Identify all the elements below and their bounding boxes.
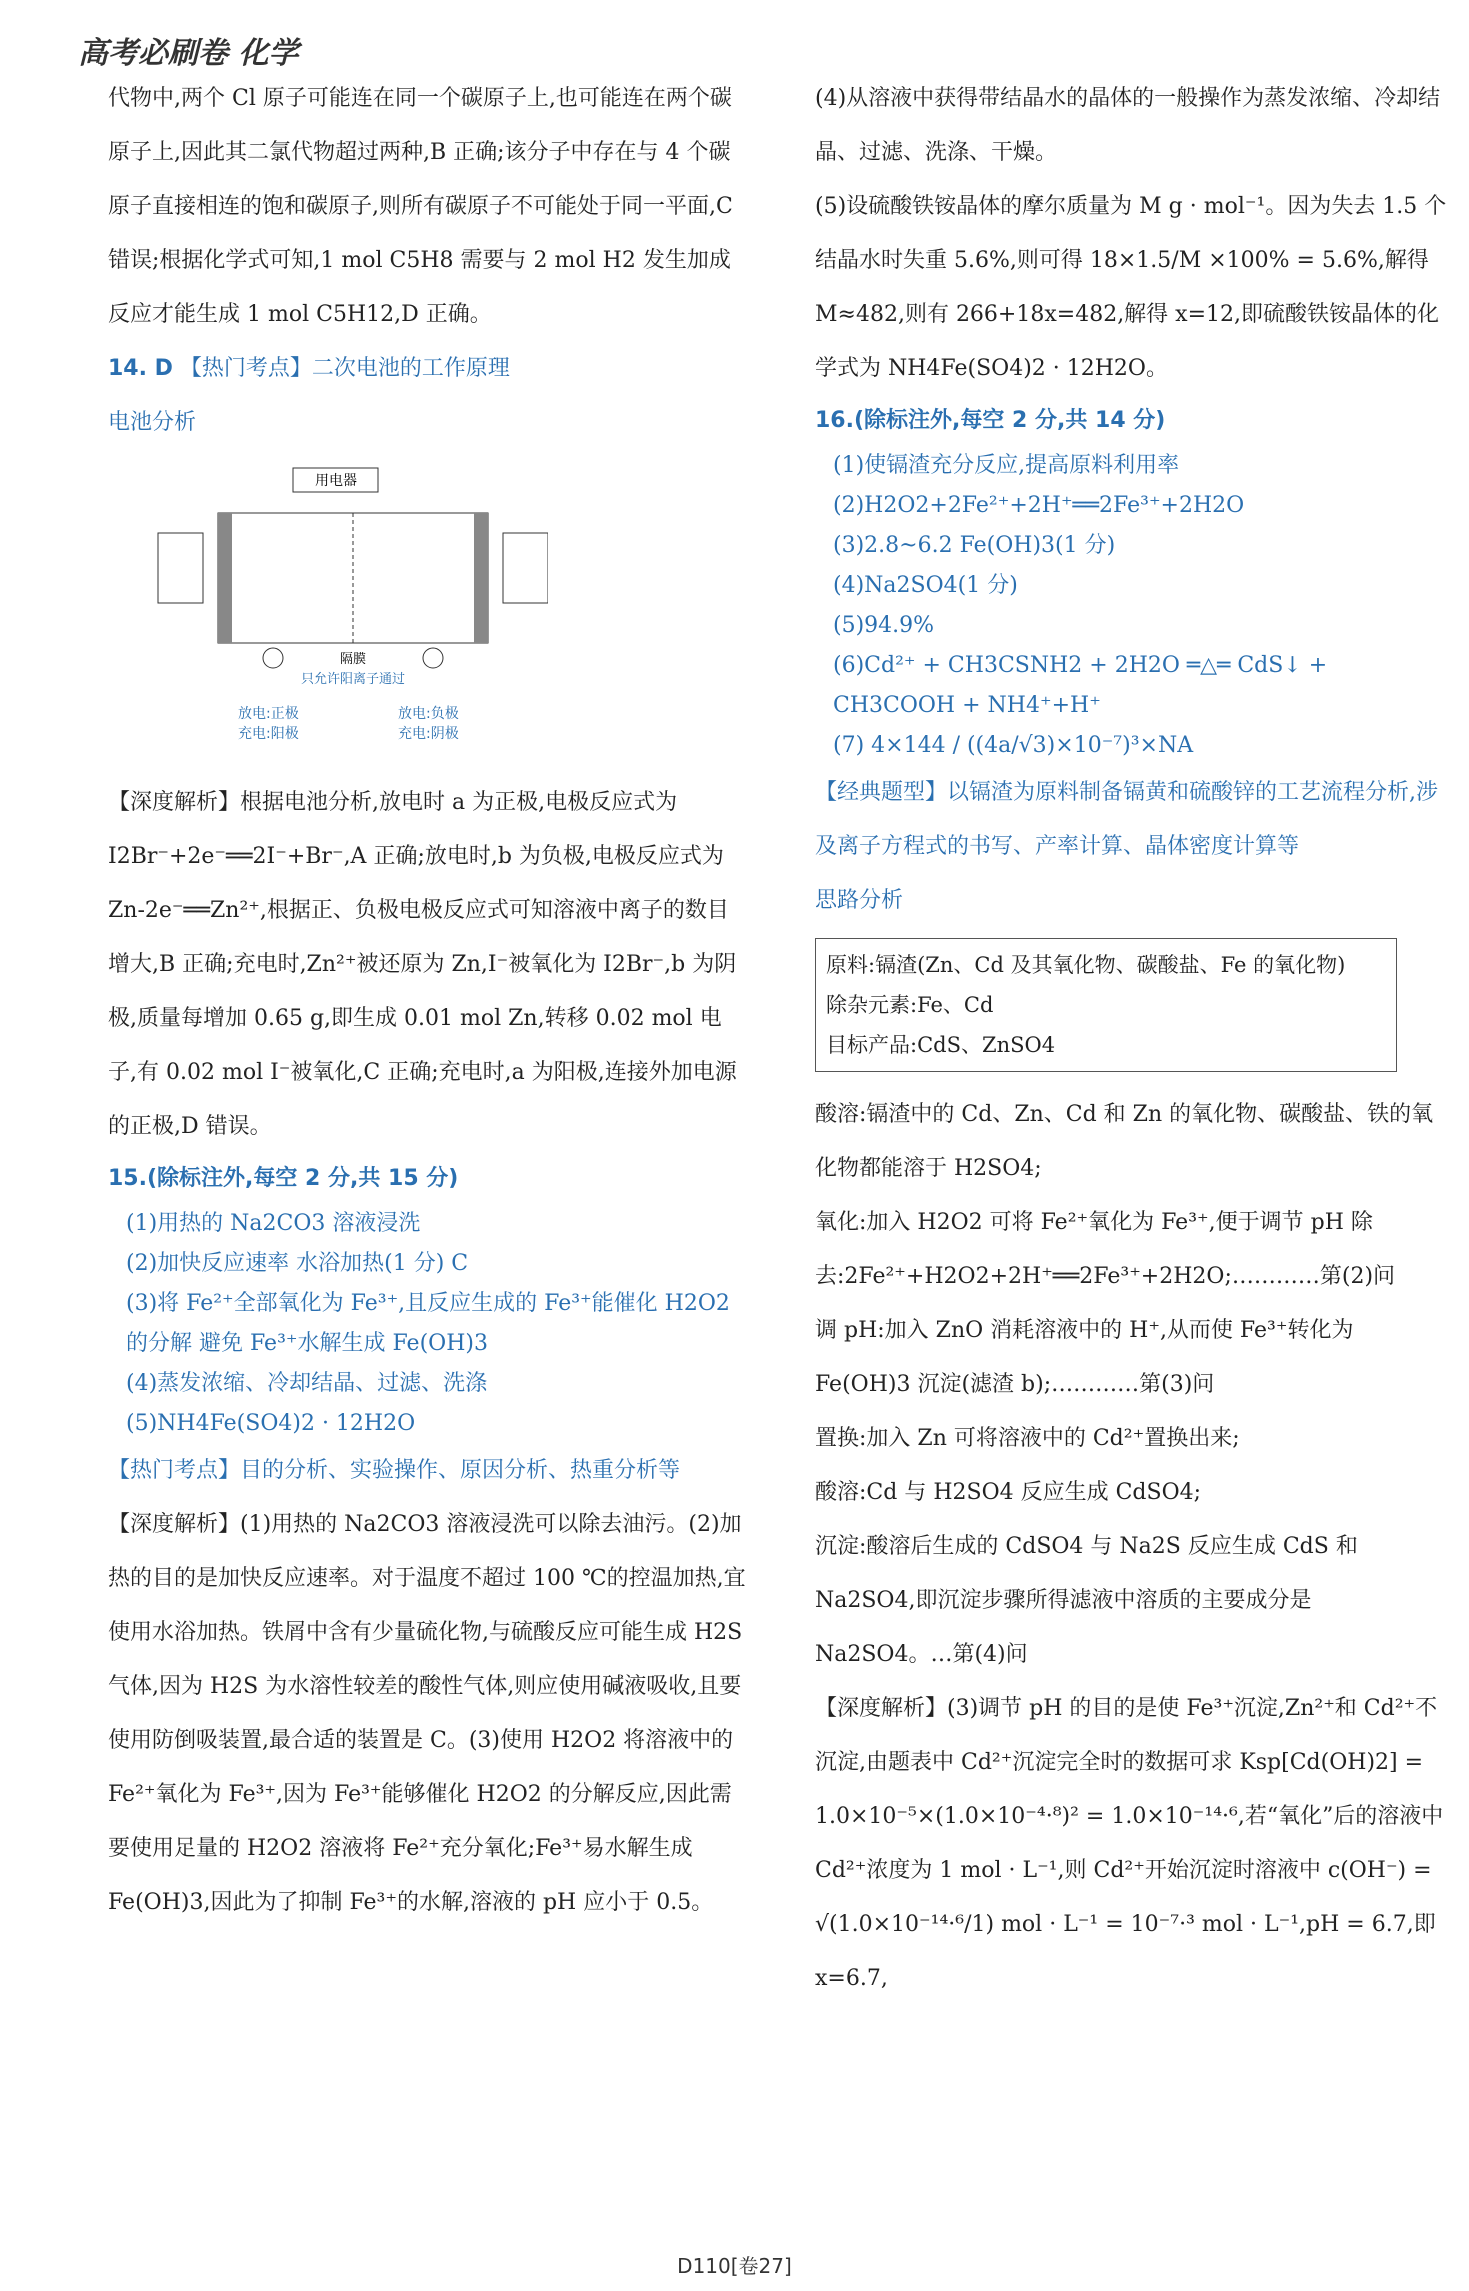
q15-part4: (4)从溶液中获得带结晶水的晶体的一般操作为蒸发浓缩、冷却结晶、过滤、洗涤、干燥。 (815, 86, 1441, 165)
q15-number: 15.(除标注外,每空 2 分,共 15 分) (108, 1166, 459, 1191)
q15-analysis: 【深度解析】(1)用热的 Na2CO3 溶液浸洗可以除去油污。(2)加热的目的是加快反应速率。对于温度不超过 100 ℃的控温加热,宜使用水浴加热。铁屑中含有少量硫化物,与硫酸反应可能生成 H2S 气体,因为 H2S 为水溶性较差的酸性气体,则应使用碱液吸收,且要使用防倒吸装置,最合适的装置是 C。(3)使用 H2O2 将溶液中的 Fe²⁺氧化为 Fe³⁺,因为 Fe³⁺能够催化 H2O2 的分解反应,因此需要使用足量的 H2O2 溶液将 Fe²⁺充分氧化;Fe³⁺易水解生成 Fe(OH)3,因此为了抑制 Fe³⁺的水解,溶液的 pH 应小于 0.5。 (108, 1512, 746, 1915)
q16-item-1: (1)使镉渣充分反应,提高原料利用率 (833, 453, 1180, 478)
battery-diagram-svg (148, 458, 548, 758)
q14-number: 14. D (108, 356, 173, 381)
thinking-title: 思路分析 (815, 888, 904, 913)
q16-number: 16.(除标注外,每空 2 分,共 14 分) (815, 408, 1166, 433)
step-3: 调 pH:加入 ZnO 消耗溶液中的 H⁺,从而使 Fe³⁺转化为 Fe(OH)3 沉淀(滤渣 b);…………第(3)问 (815, 1318, 1354, 1397)
page-footer: D110[卷27] (677, 2254, 792, 2278)
membrane-note: 只允许阳离子通过 (300, 672, 406, 687)
membrane-label: 隔膜 (339, 652, 367, 667)
battery-diagram (148, 458, 548, 758)
q14-analysis: 【深度解析】根据电池分析,放电时 a 为正极,电极反应式为 I2Br⁻+2e⁻══2I⁻+Br⁻,A 正确;放电时,b 为负极,电极反应式为 Zn-2e⁻══Zn²⁺,根据正、负极电极反应式可知溶液中离子的数目增大,B 正确;充电时,Zn²⁺被还原为 Zn,I⁻被氧化为 I2Br⁻,b 为阴极,质量每增加 0.65 g,即生成 0.01 mol Zn,转移 0.02 mol 电子,有 0.02 mol I⁻被氧化,C 正确;充电时,a 为阳极,连接外加电源的正极,D 错误。 (108, 790, 737, 1139)
q13-continuation: 代物中,两个 Cl 原子可能连在同一个碳原子上,也可能连在两个碳原子上,因此其二氯代物超过两种,B 正确;该分子中存在与 4 个碳原子直接相连的饱和碳原子,则所有碳原子不可能处于同一平面,C 错误;根据化学式可知,1 mol C5H8 需要与 2 mol H2 发生加成反应才能生成 1 mol C5H12,D 正确。 (108, 86, 733, 327)
q14-heading (108, 342, 748, 396)
step-2: 氧化:加入 H2O2 可将 Fe²⁺氧化为 Fe³⁺,便于调节 pH 除去:2Fe²⁺+H2O2+2H⁺══2Fe³⁺+2H2O;…………第(2)问 (815, 1210, 1396, 1289)
summary-box (815, 938, 1397, 1072)
q16-tag: 【经典题型】以镉渣为原料制备镉黄和硫酸锌的工艺流程分析,涉及离子方程式的书写、产率计算、晶体密度计算等 (815, 780, 1438, 859)
q16-item-4: (4)Na2SO4(1 分) (833, 573, 1018, 598)
q15-item-3: (3)将 Fe²⁺全部氧化为 Fe³⁺,且反应生成的 Fe³⁺能催化 H2O2 的分解 避免 Fe³⁺水解生成 Fe(OH)3 (126, 1291, 730, 1356)
discharge-right: 放电:负极 (398, 706, 459, 722)
step-1: 酸溶:镉渣中的 Cd、Zn、Cd 和 Zn 的氧化物、碳酸盐、铁的氧化物都能溶于 H2SO4; (815, 1102, 1434, 1181)
q16-item-6: (6)Cd²⁺ + CH3CSNH2 + 2H2O ═△═ CdS↓ + CH3COOH + NH4⁺+H⁺ (833, 653, 1328, 718)
q16-item-7: (7) 4×144 / ((4a/√3)×10⁻⁷)³×NA (833, 733, 1194, 758)
q15-part5: (5)设硫酸铁铵晶体的摩尔质量为 M g · mol⁻¹。因为失去 1.5 个结晶水时失重 5.6%,则可得 18×1.5/M ×100% = 5.6%,解得 M≈482,则有 266+18x=482,解得 x=12,即硫酸铁铵晶体的化学式为 NH4Fe(SO4)2 · 12H2O。 (815, 194, 1447, 381)
q16-analysis: 【深度解析】(3)调节 pH 的目的是使 Fe³⁺沉淀,Zn²⁺和 Cd²⁺不沉淀,由题表中 Cd²⁺沉淀完全时的数据可求 Ksp[Cd(OH)2] = 1.0×10⁻⁵×(1.0×10⁻⁴·⁸)² = 1.0×10⁻¹⁴·⁶,若“氧化”后的溶液中 Cd²⁺浓度为 1 mol · L⁻¹,则 Cd²⁺开始沉淀时溶液中 c(OH⁻) = √(1.0×10⁻¹⁴·⁶/1) mol · L⁻¹ = 10⁻⁷·³ mol · L⁻¹,pH = 6.7,即 x=6.7, (815, 1696, 1444, 1991)
discharge-left: 放电:正极 (238, 706, 299, 722)
right-column (815, 72, 1455, 2006)
q15-item-1: (1)用热的 Na2CO3 溶液浸洗 (126, 1211, 421, 1236)
q14-tag: 【热门考点】二次电池的工作原理 (179, 356, 510, 381)
summary-product: 目标产品:CdS、ZnSO4 (826, 1033, 1056, 1057)
page-header: 高考必刷卷 化学 (78, 36, 299, 71)
step-6: 沉淀:酸溶后生成的 CdSO4 与 Na2S 反应生成 CdS 和 Na2SO4,即沉淀步骤所得滤液中溶质的主要成分是 Na2SO4。…第(4)问 (815, 1534, 1358, 1667)
q16-item-5: (5)94.9% (833, 613, 935, 638)
left-column (108, 72, 748, 1930)
electrode-a (218, 513, 232, 643)
q16-item-3: (3)2.8~6.2 Fe(OH)3(1 分) (833, 533, 1116, 558)
q15-item-5: (5)NH4Fe(SO4)2 · 12H2O (126, 1411, 416, 1436)
electrode-b (474, 513, 488, 643)
battery-analysis-title: 电池分析 (108, 410, 197, 435)
right-pump (423, 648, 443, 668)
charge-right: 充电:阴极 (398, 726, 459, 742)
step-5: 酸溶:Cd 与 H2SO4 反应生成 CdSO4; (815, 1480, 1202, 1505)
q15-tag: 【热门考点】目的分析、实验操作、原因分析、热重分析等 (108, 1458, 681, 1483)
left-tank (158, 533, 203, 603)
summary-raw: 原料:镉渣(Zn、Cd 及其氧化物、碳酸盐、Fe 的氧化物) (826, 953, 1346, 977)
q16-heading (815, 396, 1455, 446)
right-tank (503, 533, 548, 603)
q16-item-2: (2)H2O2+2Fe²⁺+2H⁺══2Fe³⁺+2H2O (833, 493, 1245, 518)
left-pump (263, 648, 283, 668)
summary-impurity: 除杂元素:Fe、Cd (826, 993, 994, 1017)
q15-item-4: (4)蒸发浓缩、冷却结晶、过滤、洗涤 (126, 1371, 488, 1396)
q15-item-2: (2)加快反应速率 水浴加热(1 分) C (126, 1251, 469, 1276)
device-label: 用电器 (315, 473, 357, 489)
q15-heading (108, 1154, 748, 1204)
step-4: 置换:加入 Zn 可将溶液中的 Cd²⁺置换出来; (815, 1426, 1240, 1451)
charge-left: 充电:阳极 (238, 726, 299, 742)
